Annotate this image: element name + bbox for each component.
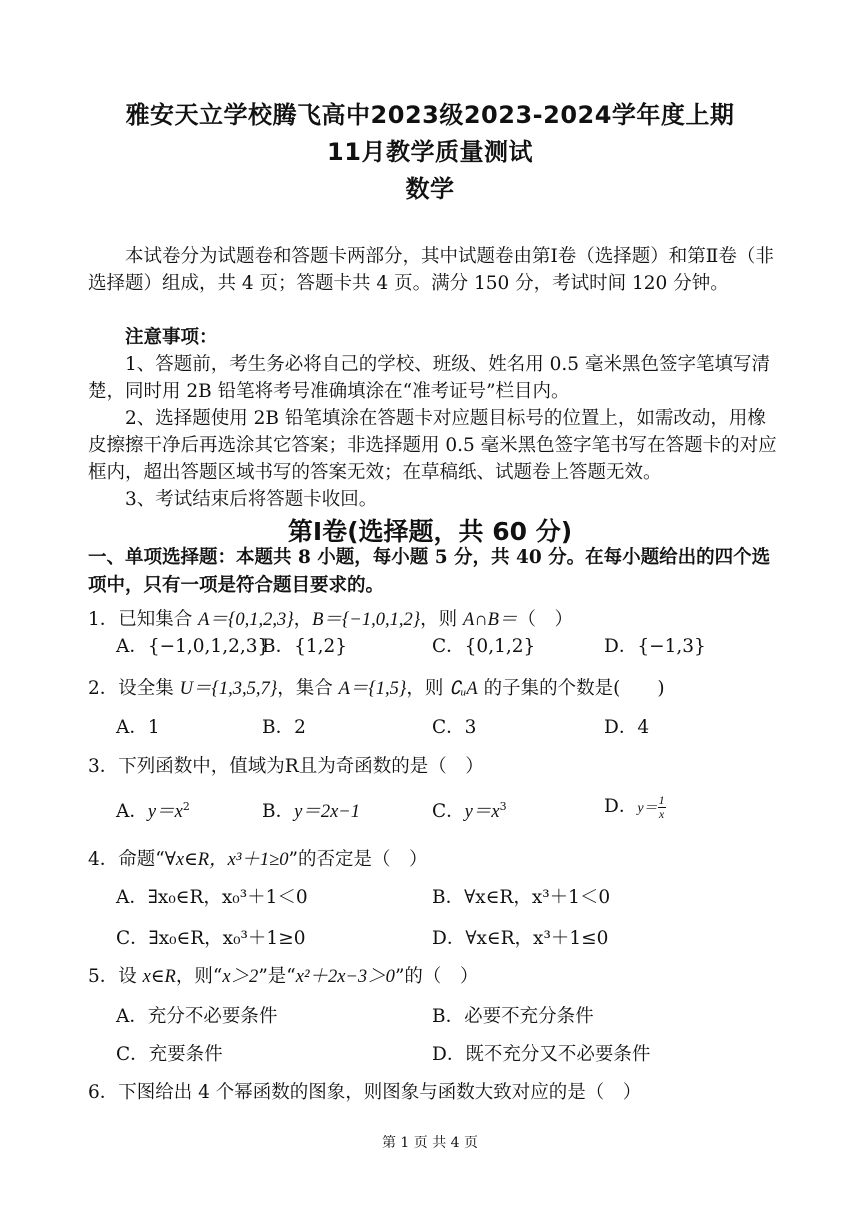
exam-subject: 数学 [405,175,455,203]
q1-stem-b: ，则 [420,609,464,630]
q1-option-c: C．{0,1,2} [432,636,536,657]
q5-stem-d: ”的（ ） [394,966,479,987]
q3-option-c-label: C． [432,801,465,822]
q3-option-a-label: A． [116,801,148,822]
q1-expr: A∩B＝ [463,610,518,630]
question-6: 6．下图给出 4 个幂函数的图象，则图象与函数大致对应的是（ ） [88,1082,642,1103]
q3-option-a-expr: y＝x [147,802,183,822]
q2-paren: ( ) [613,678,665,699]
q1-option-b: B．{1,2} [262,636,348,657]
question-5 [88,962,788,988]
fraction-denominator: x [658,806,665,821]
q4-option-d: D．∀x∈R，x³＋1≤0 [432,928,609,949]
q2-set-a: A＝{1,5} [338,679,407,699]
notice-item-1: 1、答题前，考生务必将自己的学校、班级、姓名用 0.5 毫米黑色签字笔填写清楚，同时用 2B 铅笔将考号准确填涂在“准考证号”栏目内。 [88,354,770,402]
q5-expr-3: x²＋2x−3＞0 [295,967,395,987]
q5-option-b: B．必要不充分条件 [432,1006,594,1027]
q4-proposition: ∀x∈R，x³＋1≥0 [164,850,289,870]
q5-option-d: D．既不充分又不必要条件 [432,1044,651,1065]
question-1 [88,605,788,631]
page-footer: 第 1 页 共 4 页 [381,1135,479,1151]
q1-separator: ， [293,609,313,630]
q3-option-d [604,792,666,821]
q1-option-a: A．{−1,0,1,2,3} [116,636,270,657]
q2-option-b: B．2 [262,717,306,738]
q5-stem-c: ”是“ [258,966,296,987]
q5-stem-b: ，则“ [175,966,223,987]
q3-option-c-exp: 3 [499,799,507,813]
fraction-numerator: 1 [658,792,665,807]
q1-set-a: A＝{0,1,2,3} [198,610,294,630]
q2-stem: 2．设全集 [88,678,180,699]
q1-option-d: D．{−1,3} [604,636,706,657]
q3-option-a [116,797,190,823]
notice-item-2: 2、选择题使用 2B 铅笔填涂在答题卡对应题目标号的位置上，如需改动，用橡皮擦擦干净后再选涂其它答案；非选择题用 0.5 毫米黑色签字笔书写在答题卡的对应框内，超出答题区域书写的答案无效；在草稿纸、试题卷上答题无效。 [88,408,777,483]
q3-option-c [432,797,507,823]
exam-title-line2: 11月教学质量测试 [327,138,533,166]
q1-set-b: B＝{−1,0,1,2} [312,610,421,630]
question-3: 3．下列函数中，值域为R且为奇函数的是（ ） [88,756,484,777]
q3-option-d-expr: y＝ [637,801,658,816]
q1-paren: （ ） [517,609,573,630]
q2-stem-d: 的子集的个数是 [477,678,614,699]
notice-item-3: 3、考试结束后将答题卡收回。 [125,489,378,510]
q1-stem: 1．已知集合 [88,609,199,630]
section-title: 第Ⅰ卷(选择题，共 60 分) [287,517,573,546]
q5-option-a: A．充分不必要条件 [116,1006,278,1027]
q3-option-a-exp: 2 [182,799,190,813]
q4-option-a: A．∃x₀∈R，x₀³＋1＜0 [116,887,308,908]
q4-option-c: C．∃x₀∈R，x₀³＋1≥0 [116,928,306,949]
q3-option-d-fraction [658,794,666,821]
intro-paragraph: 本试卷分为试题卷和答题卡两部分，其中试题卷由第Ⅰ卷（选择题）和第Ⅱ卷（非选择题）组成，共 4 页；答题卡共 4 页。满分 150 分，考试时间 120 分钟。 [88,246,774,294]
q2-stem-b: ，集合 [277,678,339,699]
q4-option-b: B．∀x∈R，x³＋1＜0 [432,887,611,908]
section-instruction: 一、单项选择题：本题共 8 小题，每小题 5 分，共 40 分。在每小题给出的四个选项中，只有一项是符合题目要求的。 [88,547,771,596]
question-4 [88,845,788,871]
exam-title-line1: 雅安天立学校腾飞高中2023级2023-2024学年度上期 [125,101,735,129]
q2-set-u: U＝{1,3,5,7} [179,679,278,699]
q4-stem: 4．命题“ [88,849,165,870]
q5-expr-1: x∈R [142,967,176,987]
notice-title: 注意事项： [125,327,218,348]
question-2 [88,674,788,700]
q4-stem-b: ”的否定是（ ） [288,849,428,870]
q5-stem: 5．设 [88,966,143,987]
q2-option-c: C．3 [432,717,477,738]
q2-stem-c: ，则 [406,678,450,699]
q3-option-b-expr: y＝2x−1 [294,802,361,822]
q3-option-c-expr: y＝x [464,802,500,822]
q5-expr-2: x＞2 [222,967,259,987]
q2-complement: ∁ᵤA [449,679,478,699]
q3-option-d-label: D． [604,796,638,817]
q2-option-a: A．1 [116,717,160,738]
q2-option-d: D．4 [604,717,650,738]
q3-option-b [262,797,360,823]
q5-option-c: C．充要条件 [116,1044,223,1065]
q3-option-b-label: B． [262,801,295,822]
